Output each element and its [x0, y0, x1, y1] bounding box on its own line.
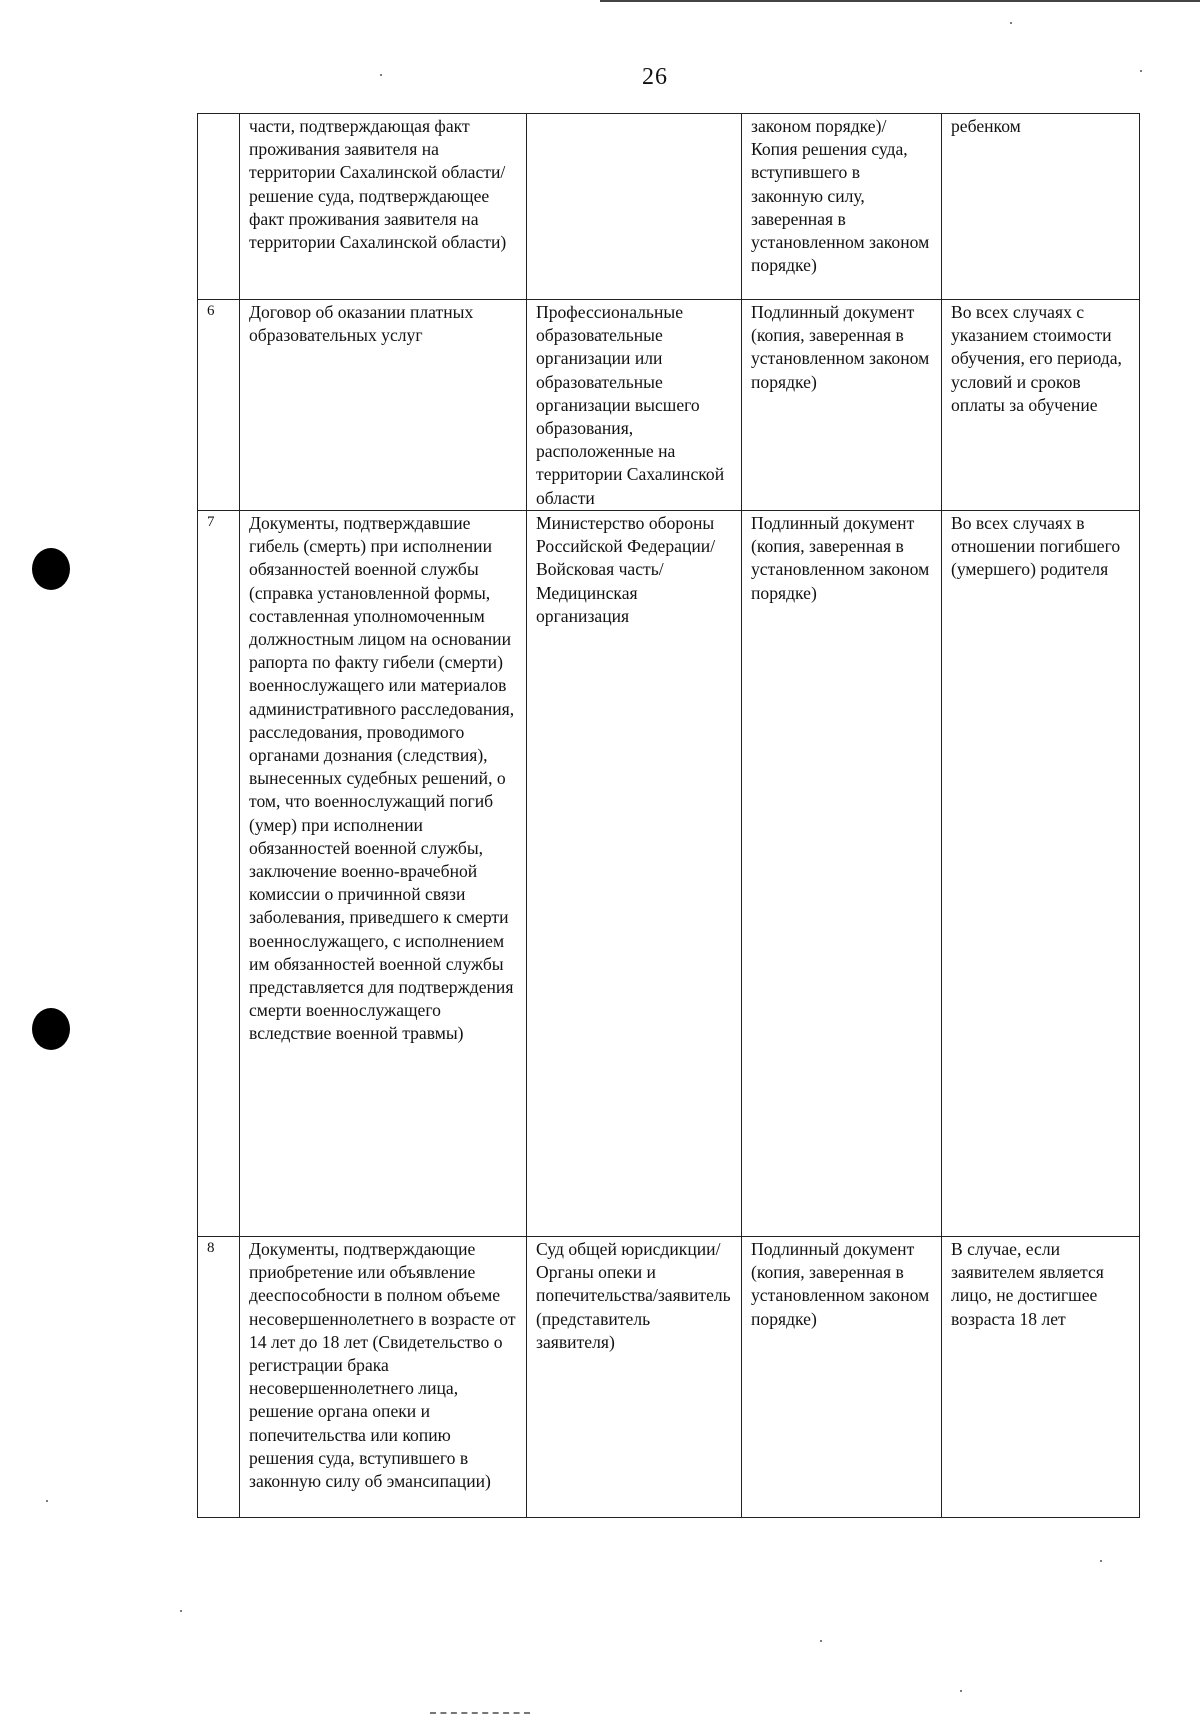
source-cell: Профессиональные образовательные организации или образовательные организации высшего образования, расположенные на территории Сахалинской области — [527, 300, 742, 511]
scan-speck — [1010, 22, 1012, 24]
row-number — [198, 114, 240, 300]
note-cell: В случае, если заявителем является лицо, не достигшее возраста 18 лет — [942, 1237, 1140, 1518]
document-cell: Договор об оказании платных образовательных услуг — [240, 300, 527, 511]
form-cell: Подлинный документ (копия, заверенная в установленном законом порядке) — [742, 300, 942, 511]
punch-hole-mark — [32, 1008, 70, 1050]
source-cell: Министерство обороны Российской Федерации/Войсковая часть/Медицинская организация — [527, 511, 742, 1237]
scan-edge-mark — [430, 1712, 530, 1714]
page-number: 26 — [642, 64, 668, 90]
form-cell: Подлинный документ (копия, заверенная в установленном законом порядке) — [742, 511, 942, 1237]
punch-hole-mark — [32, 548, 70, 590]
scan-speck — [46, 1500, 48, 1502]
document-cell: Документы, подтверждавшие гибель (смерть) при исполнении обязанностей военной службы (справка установленной формы, составленная уполномоченным должностным лицом на основании рапорта по факту гибели (смерти) военнослужащего или материалов административного расследования, расследования, проводимого органами дознания (следствия), вынесенных судебных решений, о том, что военнослужащий погиб (умер) при исполнении обязанностей военной службы, заключение военно-врачебной комиссии о причинной связи заболевания, приведшего к смерти военнослужащего, с исполнением им обязанностей военной службы представляется для подтверждения смерти военнослужащего вследствие военной травмы) — [240, 511, 527, 1237]
scan-speck — [1100, 1560, 1102, 1562]
row-number: 7 — [198, 511, 240, 1237]
form-cell: законом порядке)/ Копия решения суда, вступившего в законную силу, заверенная в установленном законом порядке) — [742, 114, 942, 300]
scan-speck — [820, 1640, 822, 1642]
table-row — [198, 1237, 1140, 1518]
document-cell: части, подтверждающая факт проживания заявителя на территории Сахалинской области/ решение суда, подтверждающее факт проживания заявителя на территории Сахалинской области) — [240, 114, 527, 300]
note-cell: Во всех случаях с указанием стоимости обучения, его периода, условий и сроков оплаты за обучение — [942, 300, 1140, 511]
note-cell: ребенком — [942, 114, 1140, 300]
table-row — [198, 511, 1140, 1237]
scan-edge-line — [600, 0, 1200, 2]
table-row — [198, 300, 1140, 511]
table-row — [198, 114, 1140, 300]
note-cell: Во всех случаях в отношении погибшего (умершего) родителя — [942, 511, 1140, 1237]
row-number: 8 — [198, 1237, 240, 1518]
row-number: 6 — [198, 300, 240, 511]
source-cell — [527, 114, 742, 300]
scan-speck — [180, 1610, 182, 1612]
form-cell: Подлинный документ (копия, заверенная в установленном законом порядке) — [742, 1237, 942, 1518]
document-cell: Документы, подтверждающие приобретение или объявление дееспособности в полном объеме несовершеннолетнего в возрасте от 14 лет до 18 лет (Свидетельство о регистрации брака несовершеннолетнего лица, решение органа опеки и попечительства или копию решения суда, вступившего в законную силу об эмансипации) — [240, 1237, 527, 1518]
documents-table — [197, 113, 1140, 1518]
scan-speck — [960, 1690, 962, 1692]
source-cell: Суд общей юрисдикции/ Органы опеки и попечительства/заявитель (представитель заявителя) — [527, 1237, 742, 1518]
